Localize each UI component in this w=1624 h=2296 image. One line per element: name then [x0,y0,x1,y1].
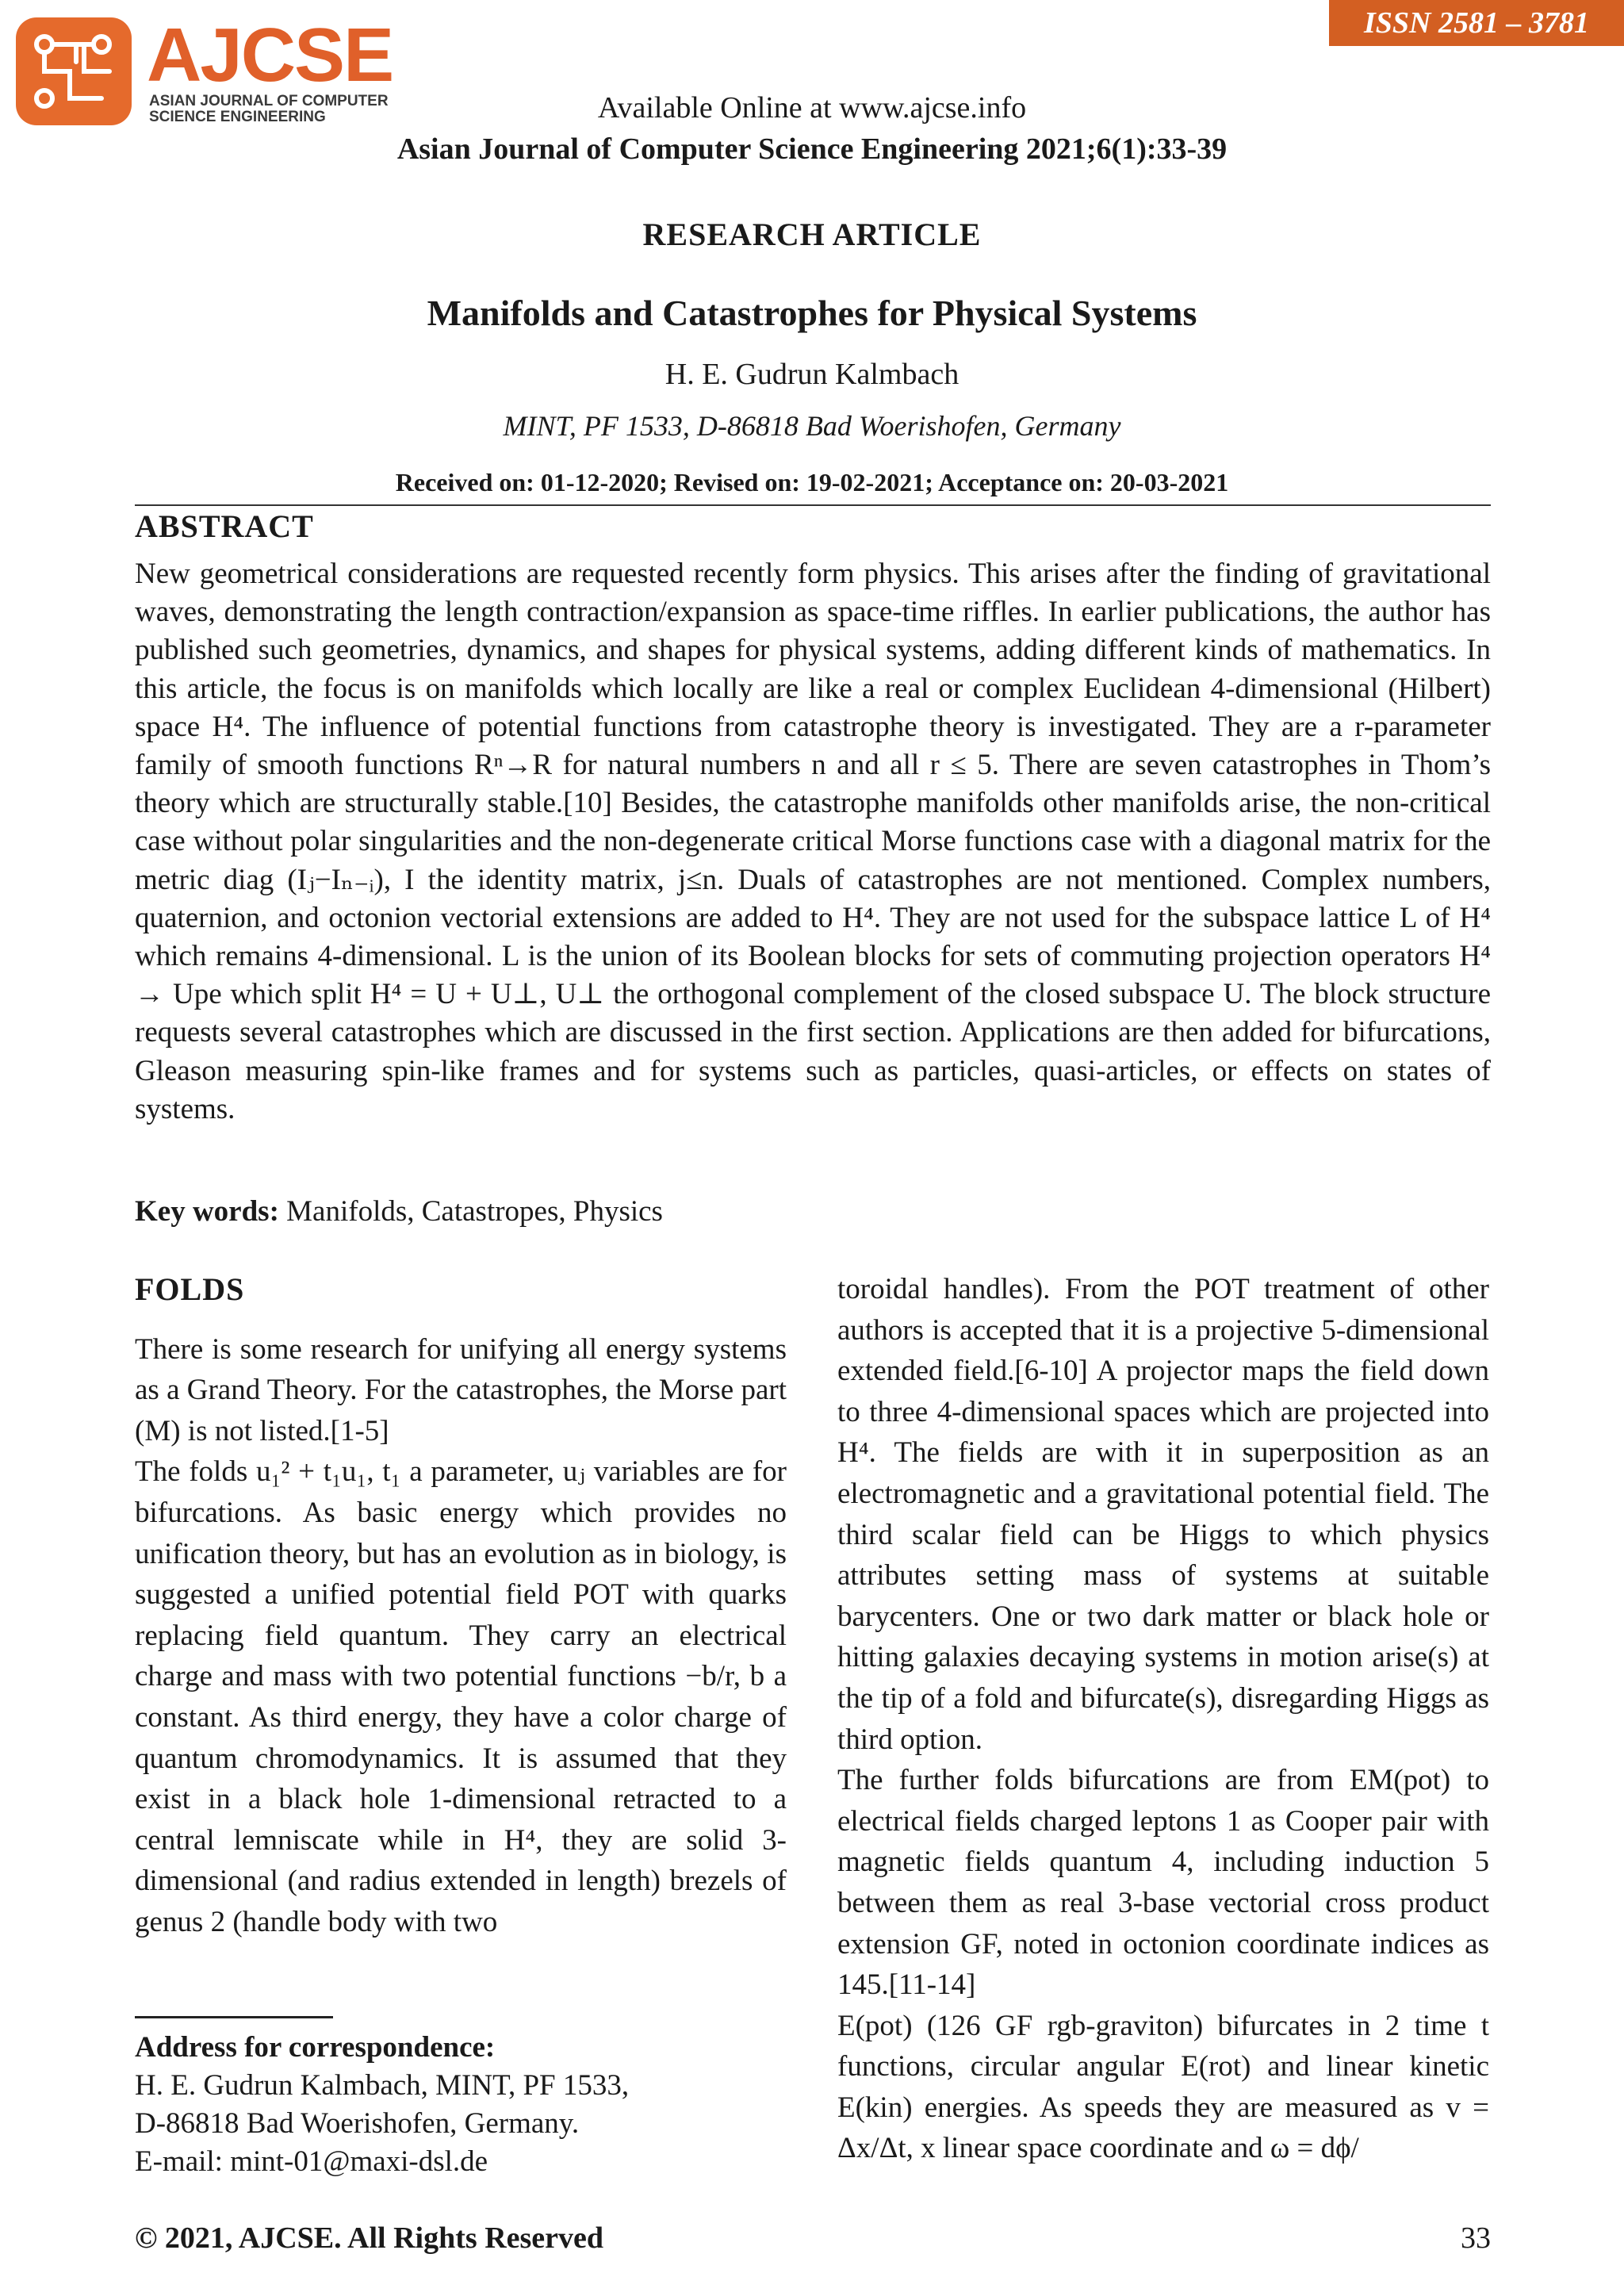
abstract-heading: ABSTRACT [135,508,314,544]
abstract-text: New geometrical considerations are requested recently form physics. This arises after the finding of gravitational waves, demonstrating the length contraction/expansion as space-time riffles. In earlier publications, the author has published such geometries, dynamics, and shapes for physical systems, adding different kinds of mathematics. In this article, the focus is on manifolds which locally are like a real or complex Euclidean 4-dimensional (Hilbert) space H⁴. The influence of potential functions from catastrophe theory is investigated. They are a r-parameter family of smooth functions Rⁿ→R for natural numbers n and all r ≤ 5. There are seven catastrophes in Thom’s theory which are structurally stable.[10] Besides, the catastrophe manifolds other manifolds arise, the non-critical case without polar singularities and the non-degenerate critical Morse functions case with a diagonal matrix for the metric diag (Iⱼ−Iₙ₋ᵢ), I the identity matrix, j≤n. Duals of catastrophes are not mentioned. Complex numbers, quaternion, and octonion vectorial extensions are added to H⁴. They are not used for the subspace lattice L of H⁴ which remains 4-dimensional. L is the union of its Boolean blocks for sets of commuting projection operators H⁴ → Upe which split H⁴ = U + U⊥, U⊥ the orthogonal complement of the closed subspace U. The block structure requests several catastrophes which are discussed in the first section. Applications are then added for bifurcations, Gleason measuring spin-like frames and for systems such as particles, quasi-articles, or effects on states of systems. [135,558,1491,1125]
right-paragraph-3: E(pot) (126 GF rgb-graviton) bifurcates in 2 time t functions, circular angular E(rot) and linear kinetic E(kin) energies. As speeds they are measured as v = Δx/Δt, x linear space coordinate and ω = dϕ/ [837,2009,1489,2165]
left-paragraph-1: There is some research for unifying all energy systems as a Grand Theory. For the catastrophes, the Morse part (M) is not listed.[1-5] [135,1332,787,1447]
keywords-value: Manifolds, Catastropes, Physics [286,1195,663,1228]
issn-badge: ISSN 2581 – 3781 [1329,0,1624,46]
author-affiliation: MINT, PF 1533, D-86818 Bad Woerishofen, Germany [503,410,1121,442]
correspondence-block [135,2029,629,2181]
author-name: H. E. Gudrun Kalmbach [665,358,959,391]
correspondence-line-2: D-86818 Bad Woerishofen, Germany. [135,2107,580,2140]
copyright: © 2021, AJCSE. All Rights Reserved [135,2221,604,2255]
page-number: 33 [1461,2221,1491,2255]
article-type: RESEARCH ARTICLE [642,217,982,252]
right-column [837,1269,1489,2169]
keywords-label: Key words: [135,1195,279,1228]
keywords [135,1194,663,1228]
footnote-divider [135,2016,333,2018]
article-dates: Received on: 01-12-2020; Revised on: 19-02-2021; Acceptance on: 20-03-2021 [395,468,1229,496]
correspondence-line-1: H. E. Gudrun Kalmbach, MINT, PF 1533, [135,2069,630,2102]
section-heading-folds: FOLDS [135,1271,245,1307]
brand-subtitle-line-2: SCIENCE ENGINEERING [149,109,326,125]
brand-subtitle-line-1: ASIAN JOURNAL OF COMPUTER [149,93,389,109]
left-column [135,1269,787,1943]
journal-brand: AJCSE [147,13,393,98]
right-paragraph-1: toroidal handles). From the POT treatment of other authors is accepted that it is a projective 5-dimensional extended field.[6-10] A projector maps the field down to three 4-dimensional spaces which are projected into H⁴. The fields are with it in superposition as an electromagnetic and a gravitational potential field. The third scalar field can be Higgs to which physics attributes setting mass of systems at suitable barycenters. One or two dark matter or black hole or hitting galaxies decaying systems in motion arise(s) at the tip of a fold and bifurcate(s), disregarding Higgs as third option. [837,1273,1489,1756]
header-divider [135,504,1491,506]
article-title: Manifolds and Catastrophes for Physical Systems [427,293,1197,333]
correspondence-email: E-mail: mint-01@maxi-dsl.de [135,2145,488,2178]
available-online: Available Online at www.ajcse.info [597,91,1027,125]
right-paragraph-2: The further folds bifurcations are from EM(pot) to electrical fields charged leptons 1 as Cooper pair with magnetic fields quantum 4, including induction 5 between them as real 3-base vectorial cross product extension GF, noted in octonion coordinate indices as 145.[11-14] [837,1764,1489,2002]
left-paragraph-2: The folds u₁² + t₁u₁, t₁ a parameter, uⱼ variables are for bifurcations. As basic energy which provides no unification theory, but has an evolution as in biology, is suggested a unified potential field POT with quarks replacing field quantum. They carry an electrical charge and mass with two potential functions −b/r, b a constant. As third energy, they have a color charge of quantum chromodynamics. It is assumed that they exist in a black hole 1-dimensional retracted to a central lemniscate while in H⁴, they are solid 3-dimensional (and radius extended in length) brezels of genus 2 (handle body with two [135,1455,787,1938]
correspondence-heading: Address for correspondence: [135,2031,496,2064]
journal-citation: Asian Journal of Computer Science Engineering 2021;6(1):33-39 [396,132,1228,166]
